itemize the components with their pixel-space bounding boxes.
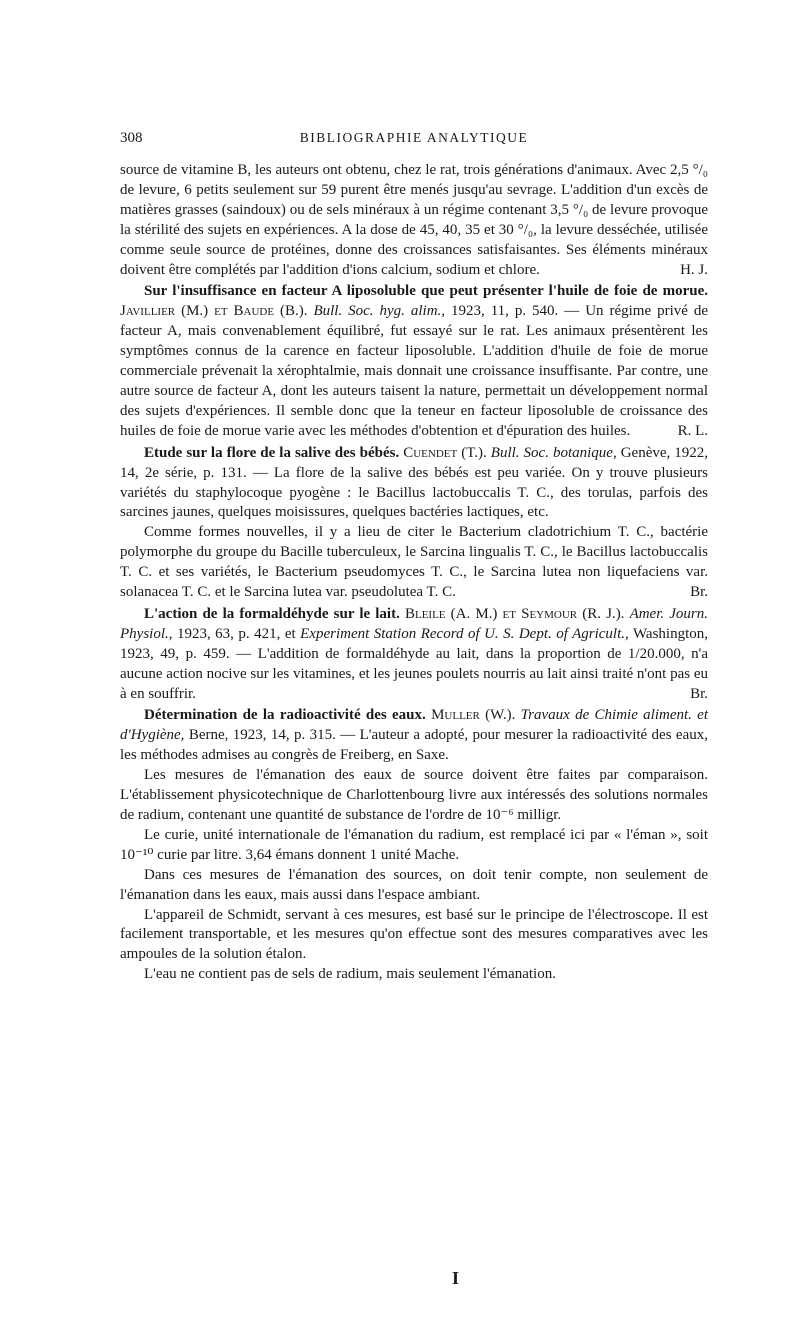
article-body: — Un régime privé de facteur A, mais convenablement équilibré, fut essayé sur le rat. Les animaux présentèrent les symptômes connus de la carence en facteur liposoluble. L'addition d'huile de foie de morue commerciale prévenait la xérophtalmie, mais donnait une croissance insuffisante. Par contre, une autre source de facteur A, dont les auteurs taisent la nature, permettait un développement normal des sujets d'expériences. Il semble donc que la teneur en facteur liposoluble de croissance des huiles de foie de morue varie avec les méthodes d'obtention et d'épuration des huiles. — [120, 303, 709, 439]
article-body: — La flore de la salive des bébés est peu variée. On y trouve plusieurs variétés du staphylocoque pyogène : le Bacillus lactobuccalis T. C., des torulas, parfois des sarcines jaunes, quelques moisissures, quelques bactéries lactiques, etc. — [120, 464, 708, 521]
article-title: Etude sur la flore de la salive des bébés. — [144, 444, 400, 461]
article-title: Sur l'insuffisance en facteur A liposoluble que peut présenter l'huile de foie de morue. — [144, 283, 708, 300]
article-body: — L'auteur a adopté, pour mesurer la radioactivité des eaux, les méthodes admises au congrès de Freiberg, en Saxe. — [120, 727, 708, 764]
article-paragraph: Le curie, unité internationale de l'émanation du radium, est remplacé ici par « l'éman », soit 10⁻¹⁰ curie par litre. 3,64 émans donnent 1 unité Mache. — [120, 826, 708, 863]
article-title: L'action de la formaldéhyde sur le lait. — [144, 605, 400, 622]
article-javillier — [120, 282, 708, 441]
article-journal-2: Experiment Station Record of U. S. Dept. of Agricult., — [300, 625, 629, 642]
article-journal: Amer. Journ. Physiol., — [120, 605, 709, 642]
article-authors: Muller (W.). — [431, 707, 516, 724]
article-cuendet — [120, 444, 708, 524]
article-reference: 1923, 63, p. 421, et — [176, 625, 296, 642]
article-reference: 1923, 11, p. 540. — [451, 303, 559, 320]
article-body: — L'addition de formaldéhyde au lait, dans la proportion de 1/20.000, n'a aucune action nocive sur les vitamines, et les jeunes poulets nourris au lait ainsi traité n'ont pas eu à en souffrir. — [120, 645, 708, 702]
page-header — [120, 130, 708, 154]
article-muller — [120, 706, 708, 766]
intro-text: source de vitamine B, les auteurs ont obtenu, chez le rat, trois générations d'animaux. Avec 2,5 °/₀ de levure, 6 petits seulement sur 59 purent être menés jusqu'au sevrage. L'addition d'un excès de matières grasses (saindoux) ou de sels minéraux à un régime contenant 3,5 °/₀ de levure provoque la stérilité des sujets en expériences. A la dose de 45, 40, 35 et 30 °/₀, la levure desséchée, utilisée comme seule source de protéines, donne des croissances satisfaisantes. Ses éléments minéraux doivent être complétés par l'addition d'ions calcium, sodium et chlore. — [120, 162, 708, 278]
article-journal: Travaux de Chimie aliment. et d'Hygiène, — [120, 707, 709, 744]
intro-paragraph — [120, 161, 708, 280]
article-authors: Javillier (M.) et Baude (B.). — [120, 303, 308, 320]
signature: R. L. — [677, 422, 708, 439]
page-number: 308 — [120, 130, 143, 146]
article-journal: Bull. Soc. botanique, — [490, 444, 617, 461]
article-authors: Cuendet (T.). — [403, 444, 487, 461]
article-reference: Genève, 1922, 14, 2e série, p. 131. — [120, 444, 709, 481]
article-paragraph: Dans ces mesures de l'émanation des sources, on doit tenir compte, non seulement de l'émanation dans les eaux, mais aussi dans l'espace ambiant. — [120, 866, 708, 903]
article-bleile — [120, 605, 708, 705]
signature: Br. — [690, 584, 708, 601]
article-journal: Bull. Soc. hyg. alim., — [313, 303, 446, 320]
article-paragraph: Les mesures de l'émanation des eaux de source doivent être faites par comparaison. L'établissement physicotechnique de Charlottenbourg livre aux intéressés des solutions normales de radium, contenant une quantité de substance de l'ordre de 10⁻⁶ milligr. — [120, 767, 708, 823]
article-title: Détermination de la radioactivité des eaux. — [144, 707, 426, 724]
article-paragraph: Comme formes nouvelles, il y a lieu de citer le Bacterium cladotrichium T. C., bactérie polymorphe du groupe du Bacille tuberculeux, le Sarcina lingualis T. C., le Bacillus lactobuccalis T. C. et ses variétés, le Bacterium pseudomyces T. C., le Sarcina lutea non liquefaciens var. solanacea T. C. et le Sarcina lutea var. pseudolutea T. C. — [120, 524, 708, 601]
footer-mark: I — [452, 1268, 460, 1288]
article-reference-2: Washington, 1923, 49, p. 459. — [120, 625, 708, 662]
signature: H. J. — [680, 261, 708, 278]
article-authors: Bleile (A. M.) et Seymour (R. J.). — [404, 605, 625, 622]
running-title: BIBLIOGRAPHIE ANALYTIQUE — [299, 130, 529, 145]
article-cuendet-para2 — [120, 523, 708, 603]
article-reference: Berne, 1923, 14, p. 315. — [188, 727, 336, 744]
page-body — [120, 161, 708, 985]
article-paragraph: L'appareil de Schmidt, servant à ces mesures, est basé sur le principe de l'électroscope. Il est facilement transportable, et les mesures qu'on effectue sont des mesures comparatives avec les ampoules de la solution étalon. — [120, 906, 708, 963]
signature: Br. — [690, 685, 708, 702]
article-paragraph: L'eau ne contient pas de sels de radium, mais seulement l'émanation. — [144, 966, 556, 983]
